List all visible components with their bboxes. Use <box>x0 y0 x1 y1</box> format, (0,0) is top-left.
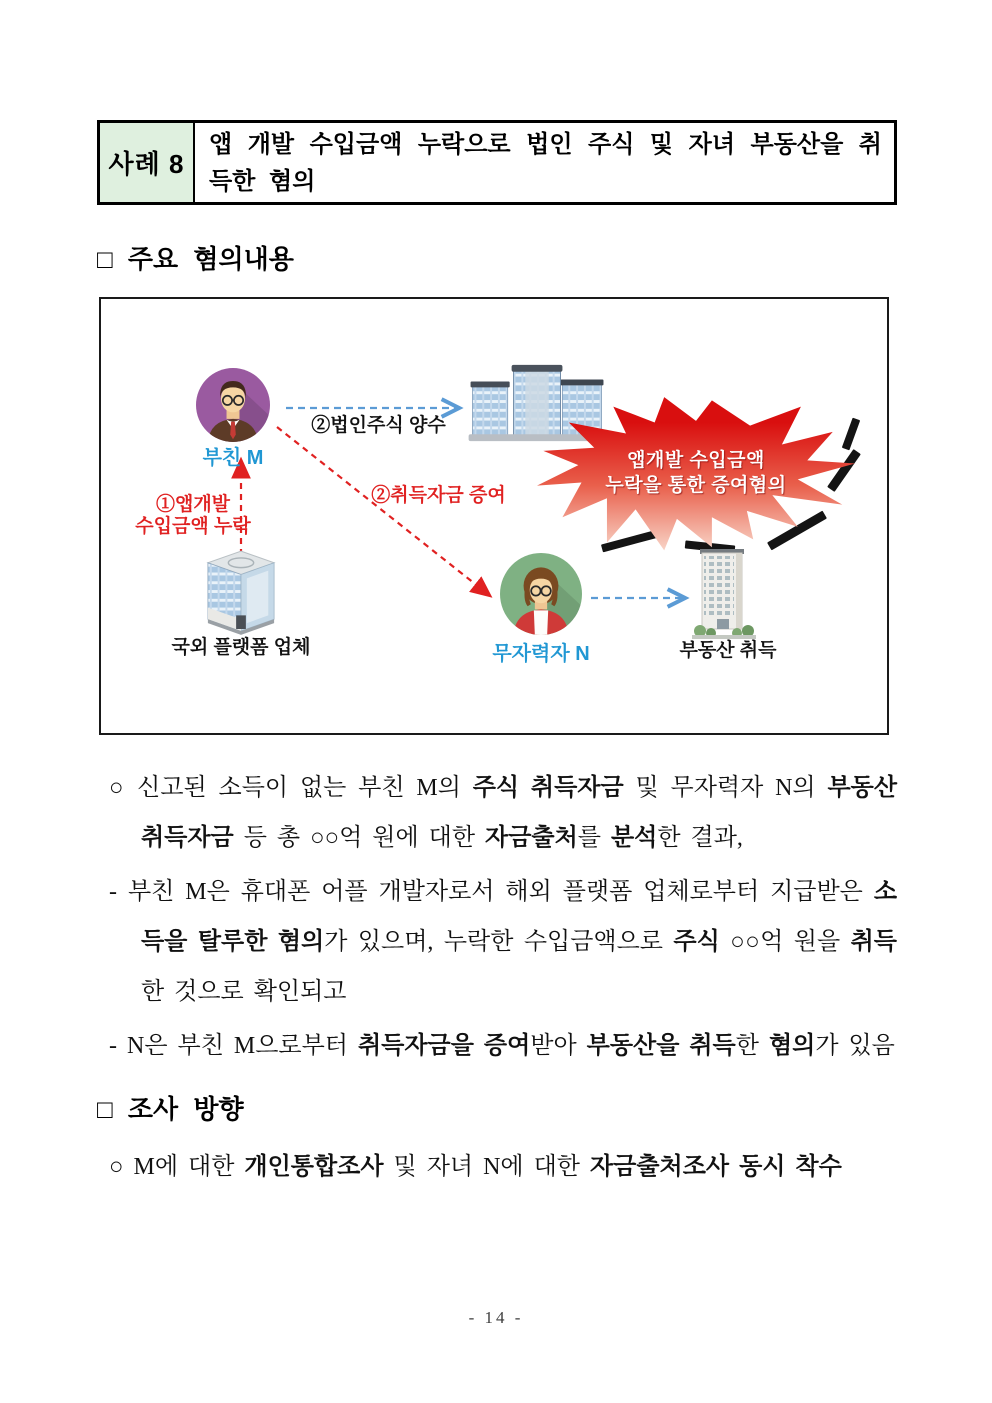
case-header-table <box>97 120 897 205</box>
page-number: - 14 - <box>468 1308 524 1327</box>
gift-funds-arrow <box>277 427 489 595</box>
burst-text-line1: 앱개발 수입금액 <box>627 450 765 471</box>
suspicion-diagram <box>99 297 889 735</box>
father-avatar <box>196 368 270 442</box>
case-number-label: 사례 8 <box>108 149 185 179</box>
paragraph-father-evasion: - 부친 M은 휴대폰 어플 개발자로서 해외 플랫폼 업체로부터 지급받은 소득을 탈루한 혐의가 있으며, 누락한 수입금액으로 주식 ○○억 원을 취득한 것으로 확인되고 <box>109 879 897 1005</box>
property-building <box>692 547 756 643</box>
income-omission-line1: ①앱개발 <box>155 494 231 515</box>
platform-building-icon <box>204 549 278 635</box>
burst-text-line2: 누락을 통한 증여혐의 <box>605 475 787 496</box>
gift-funds-label: ②취득자금 증여 <box>371 485 506 506</box>
section-heading-direction: □ 조사 방향 <box>97 1094 244 1124</box>
platform-building <box>204 549 278 635</box>
platform-company-label: 국외 플랫폼 업체 <box>171 637 311 658</box>
burst-callout <box>537 394 863 554</box>
father-label: 부친 M <box>202 447 264 469</box>
case-title-cell <box>195 123 894 202</box>
income-omission-label <box>119 494 267 538</box>
daughter-label: 무자력자 N <box>492 643 590 665</box>
income-omission-line2: 수입금액 누락 <box>135 516 251 537</box>
section-heading-suspicion: □ 주요 혐의내용 <box>97 244 294 274</box>
page-content <box>97 120 897 1192</box>
case-title-text: 앱 개발 수입금액 누락으로 법인 주식 및 자녀 부동산을 취득한 혐의 <box>209 131 882 195</box>
case-number-cell <box>100 123 195 202</box>
apartment-building-icon <box>692 547 756 643</box>
daughter-avatar <box>500 553 582 635</box>
stock-transfer-label: ②법인주식 양수 <box>311 415 446 436</box>
woman-avatar-icon <box>500 553 582 635</box>
property-acquired-label: 부동산 취득 <box>679 640 777 661</box>
paragraph-investigation-launch: ○ M에 대한 개인통합조사 및 자녀 N에 대한 자금출처조사 동시 착수 <box>109 1154 842 1180</box>
paragraph-daughter-gift: - N은 부친 M으로부터 취득자금을 증여받아 부동산을 취득한 혐의가 있음 <box>109 1033 895 1059</box>
paragraph-funds-analysis: ○ 신고된 소득이 없는 부친 M의 주식 취득자금 및 무자력자 N의 부동산 취득자금 등 총 ○○억 원에 대한 자금출처를 분석한 결과, <box>109 775 898 851</box>
burst-text <box>537 394 855 552</box>
man-avatar-icon <box>196 368 270 442</box>
